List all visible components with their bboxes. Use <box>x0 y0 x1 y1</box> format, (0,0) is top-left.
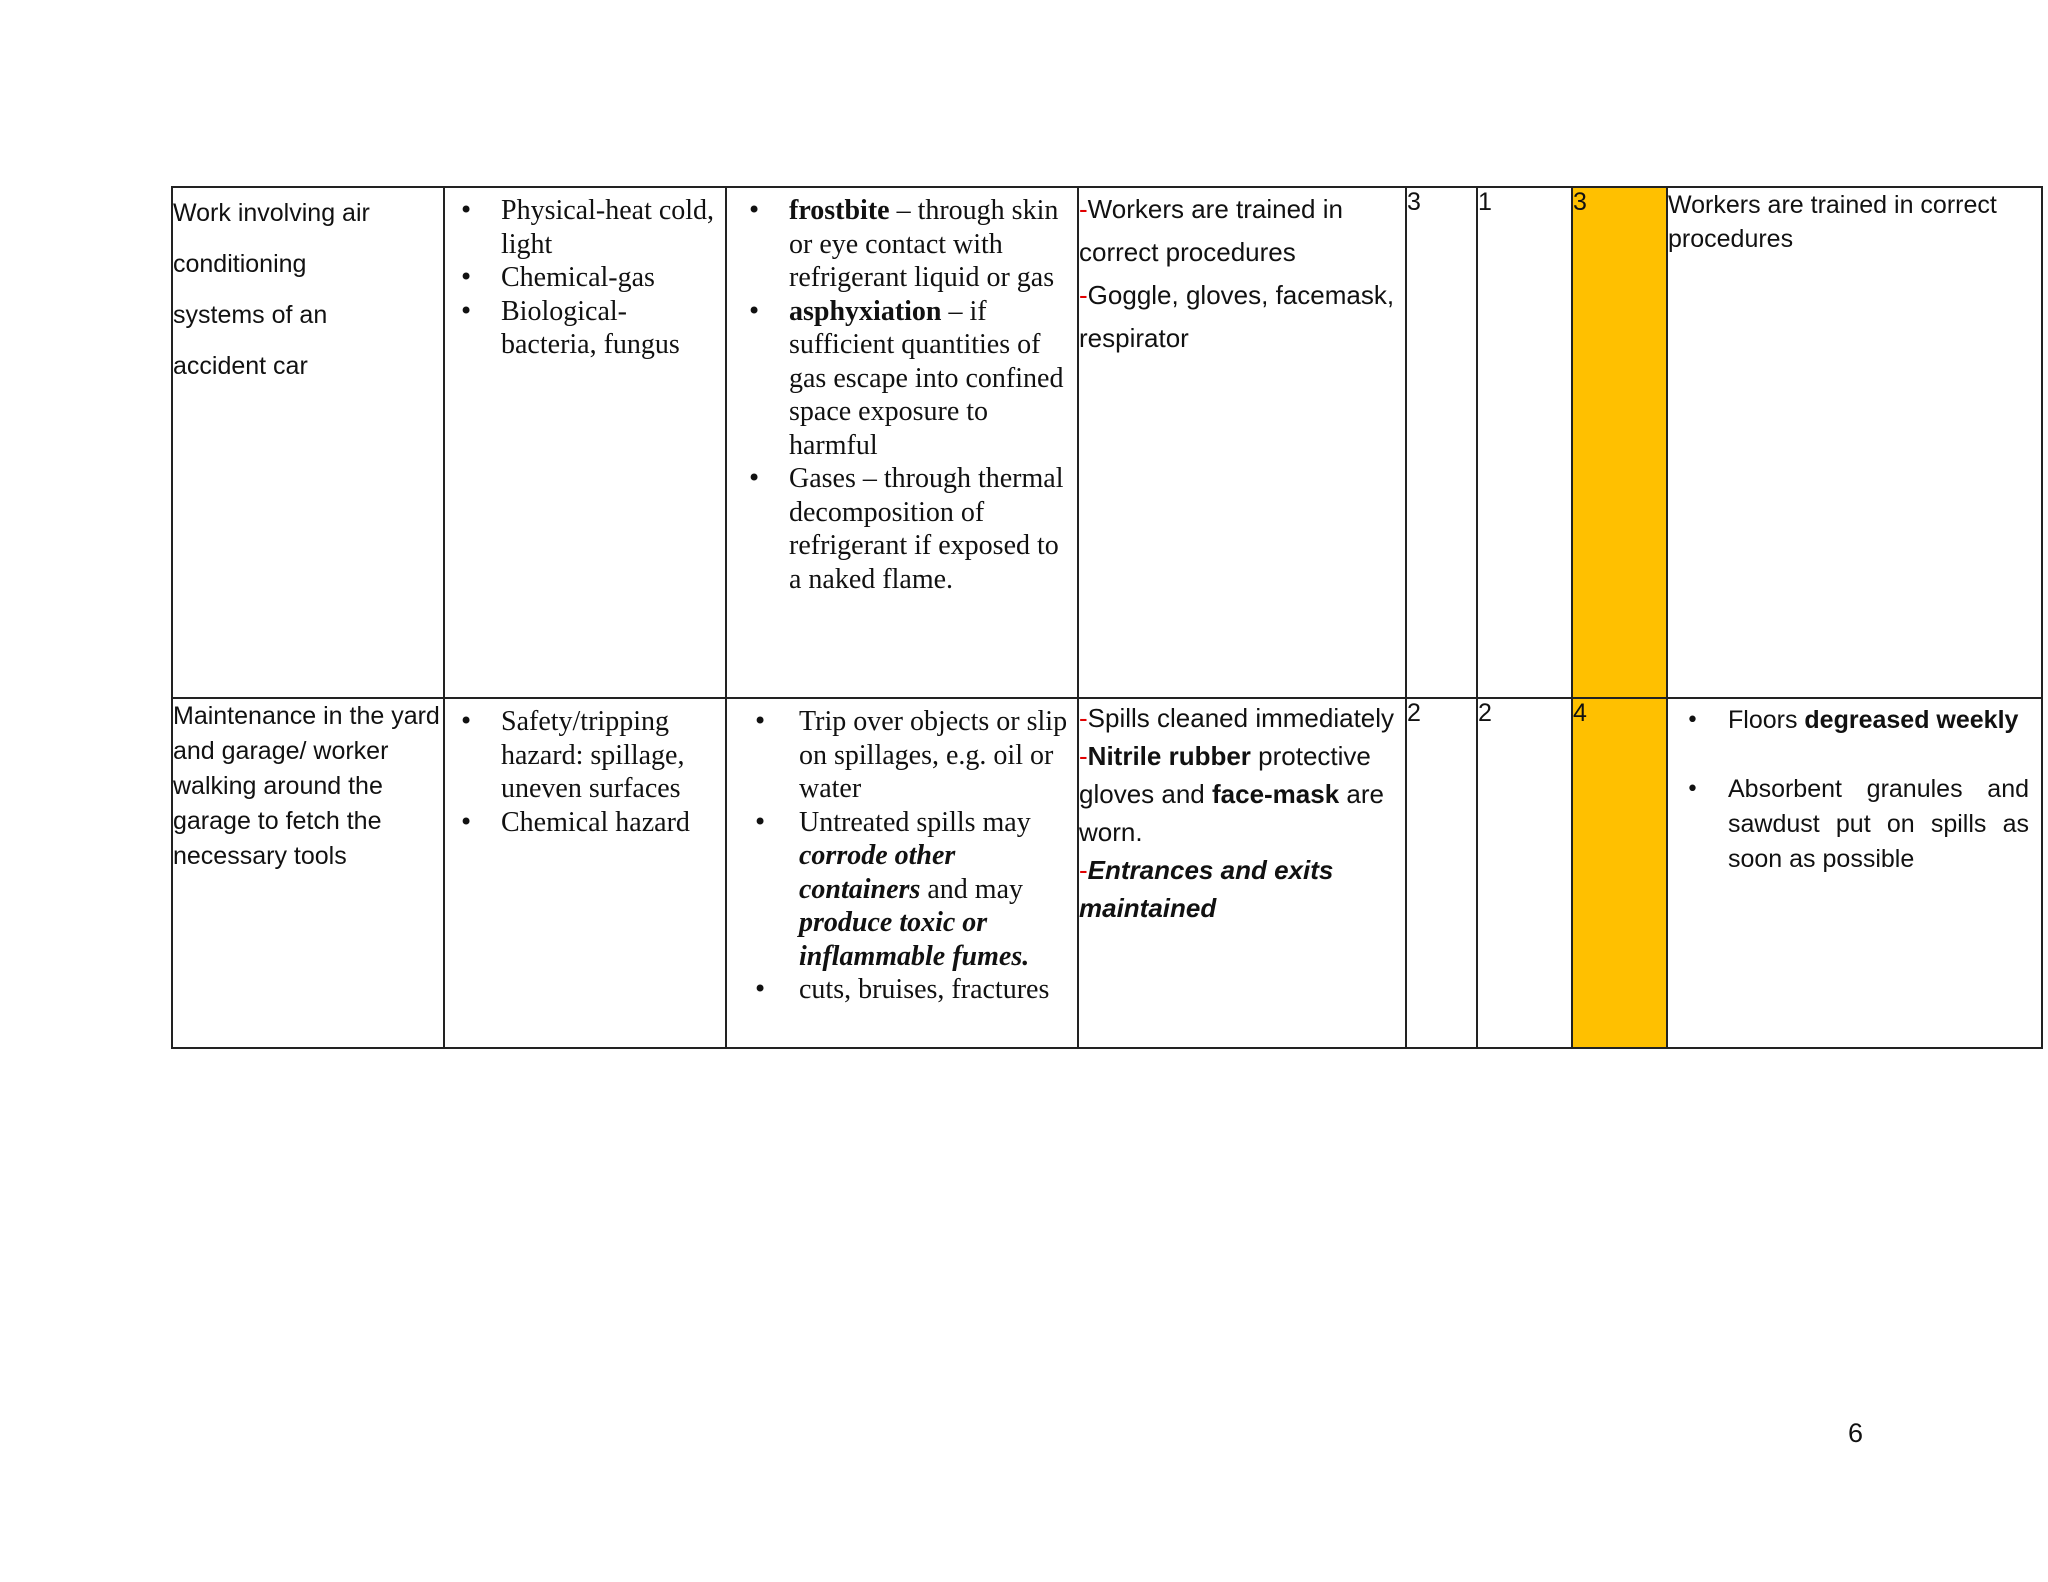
recommendation-emphasis: degreased weekly <box>1804 706 2019 734</box>
control-text: Spills cleaned immediately <box>1087 703 1395 733</box>
activity-cell <box>172 698 444 1048</box>
harm-term: frostbite <box>789 195 890 226</box>
hazard-item: • Biological-bacteria, fungus <box>501 295 717 362</box>
harm-item <box>799 806 1069 974</box>
hazard-list <box>445 188 725 362</box>
harm-list <box>727 699 1077 1007</box>
severity-cell: 1 <box>1477 187 1572 698</box>
harm-text: Untreated spills may <box>799 806 1031 838</box>
recommendation-item <box>1728 703 2029 738</box>
control-text: protective gloves and <box>1079 741 1371 809</box>
risk-rating-cell: 3 <box>1572 187 1667 698</box>
table-row <box>172 698 2042 1048</box>
dash-marker: - <box>1079 855 1088 885</box>
harm-text: – if sufficient quantities of gas escape into confined space exposure to harmful <box>789 295 1064 461</box>
harm-emphasis: corrode other containers <box>799 840 956 905</box>
activity-cell <box>172 187 444 698</box>
likelihood-cell: 3 <box>1406 187 1477 698</box>
activity-text: Maintenance in the yard and garage/ worker walking around the garage to fetch the necessary tools <box>173 702 440 870</box>
hazard-item: • Safety/tripping hazard: spillage, uneven surfaces <box>501 705 717 806</box>
harm-text: – through skin or eye contact with refrigerant liquid or gas <box>789 195 1059 293</box>
hazard-item: • Physical-heat cold, light <box>501 194 717 261</box>
activity-line: systems of an <box>173 301 328 329</box>
dash-marker: - <box>1079 741 1088 771</box>
recommendation-cell <box>1667 698 2042 1048</box>
harm-item <box>789 194 1069 295</box>
controls-cell <box>1078 187 1406 698</box>
harm-text: and may <box>920 873 1023 905</box>
control-emphasis: face-mask <box>1211 779 1340 809</box>
control-text: Goggle, gloves, facemask, respirator <box>1079 280 1395 353</box>
hazard-cell <box>444 698 726 1048</box>
recommendation-list <box>1668 699 2041 877</box>
severity-cell: 2 <box>1477 698 1572 1048</box>
recommendation-item: • Absorbent granules and sawdust put on spills as soon as possible <box>1728 772 2029 877</box>
harm-term: asphyxiation <box>789 295 942 327</box>
recommendation-text: Floors <box>1728 706 1805 734</box>
hazard-item: • Chemical hazard <box>501 806 717 840</box>
controls-cell <box>1078 698 1406 1048</box>
activity-line: Work involving air <box>173 199 370 227</box>
control-emphasis: Entrances and exits maintained <box>1079 855 1334 923</box>
risk-rating-cell: 4 <box>1572 698 1667 1048</box>
recommendation-text: Workers are trained in correct procedures <box>1668 191 1997 253</box>
dash-marker: - <box>1079 703 1088 733</box>
recommendation-cell <box>1667 187 2042 698</box>
control-emphasis: Nitrile rubber <box>1087 741 1251 771</box>
activity-line: conditioning <box>173 250 307 278</box>
hazard-cell <box>444 187 726 698</box>
control-line <box>1079 188 1405 274</box>
harm-item: • cuts, bruises, fractures <box>799 973 1069 1007</box>
harm-item: • Trip over objects or slip on spillages, e.g. oil or water <box>799 705 1069 806</box>
harm-item: • Gases – through thermal decomposition of refrigerant if exposed to a naked flame. <box>789 462 1069 596</box>
dash-marker: - <box>1079 280 1088 310</box>
control-line <box>1079 699 1405 737</box>
activity-line: accident car <box>173 352 308 380</box>
control-line <box>1079 851 1405 927</box>
dash-marker: - <box>1079 194 1088 224</box>
likelihood-cell: 2 <box>1406 698 1477 1048</box>
risk-assessment-table <box>171 186 2043 1049</box>
control-text: Workers are trained in correct procedures <box>1079 194 1343 267</box>
control-line <box>1079 274 1405 360</box>
control-line <box>1079 737 1405 851</box>
harm-list <box>727 188 1077 596</box>
hazard-item: • Chemical-gas <box>501 261 717 295</box>
hazard-list <box>445 699 725 839</box>
harm-emphasis: produce toxic or inflammable fumes. <box>799 907 1030 972</box>
table-row <box>172 187 2042 698</box>
harm-cell <box>726 187 1078 698</box>
harm-cell <box>726 698 1078 1048</box>
harm-item <box>789 295 1069 463</box>
page-number: 6 <box>1848 1418 1864 1448</box>
control-text: are worn. <box>1079 779 1384 847</box>
